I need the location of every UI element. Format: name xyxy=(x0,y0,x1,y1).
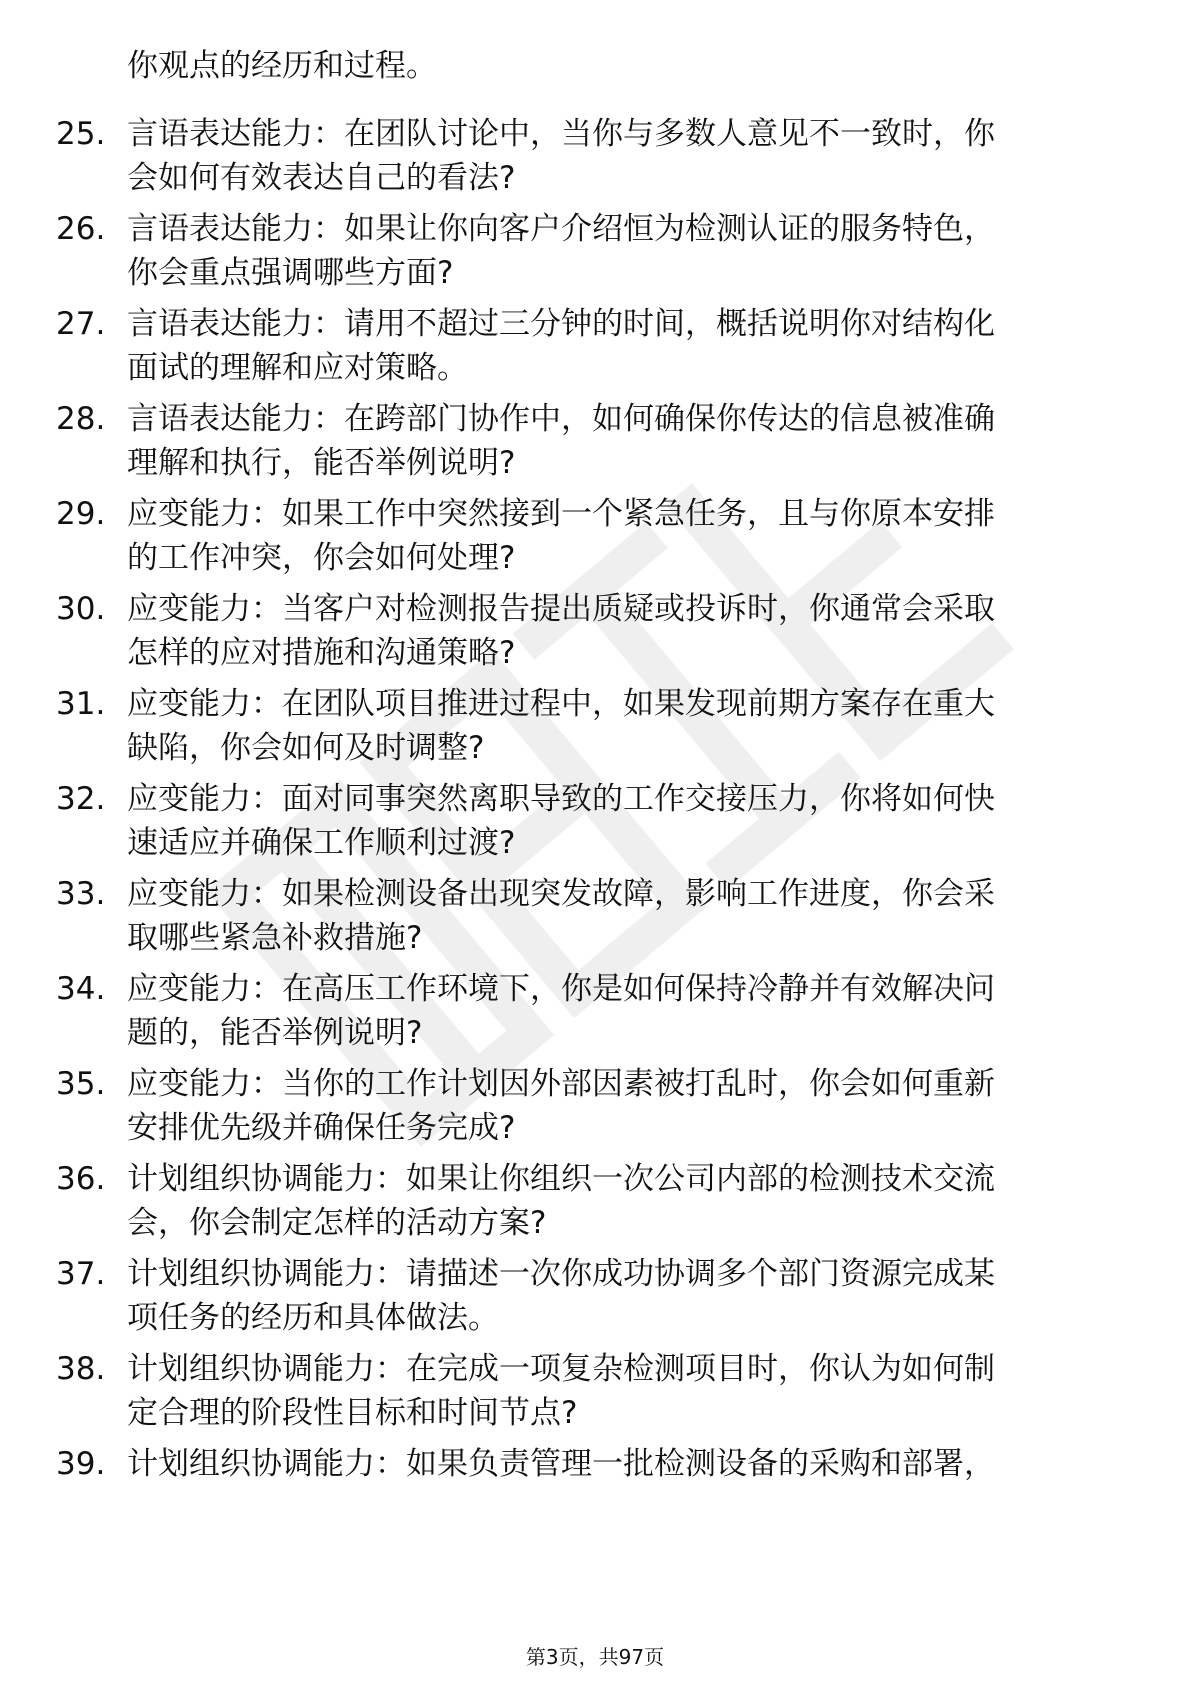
question-number: 38. xyxy=(56,1351,106,1387)
question-text-line: 取哪些紧急补救措施? xyxy=(127,920,423,956)
question-item xyxy=(0,492,1190,587)
question-text-line: 应变能力：如果检测设备出现突发故障，影响工作进度，你会采 xyxy=(127,876,995,912)
question-text-line: 题的，能否举例说明? xyxy=(127,1015,423,1051)
question-item xyxy=(0,397,1190,492)
question-item xyxy=(0,112,1190,207)
question-number: 29. xyxy=(56,496,106,532)
question-item xyxy=(0,967,1190,1062)
question-text xyxy=(127,1062,1117,1150)
question-text-line: 应变能力：如果工作中突然接到一个紧急任务，且与你原本安排 xyxy=(127,496,995,532)
question-text xyxy=(127,1157,1117,1245)
question-number: 33. xyxy=(56,876,106,912)
question-text-line: 计划组织协调能力：如果让你组织一次公司内部的检测技术交流 xyxy=(127,1161,995,1197)
question-number: 36. xyxy=(56,1161,106,1197)
question-item xyxy=(0,1252,1190,1347)
question-number: 28. xyxy=(56,401,106,437)
question-number: 31. xyxy=(56,686,106,722)
question-text-line: 计划组织协调能力：在完成一项复杂检测项目时，你认为如何制 xyxy=(127,1351,995,1387)
question-text xyxy=(127,397,1117,485)
question-text-line: 理解和执行，能否举例说明? xyxy=(127,445,516,481)
question-text-line: 计划组织协调能力：请描述一次你成功协调多个部门资源完成某 xyxy=(127,1256,995,1292)
question-text-line: 速适应并确保工作顺利过渡? xyxy=(127,825,516,861)
question-text-line: 应变能力：当你的工作计划因外部因素被打乱时，你会如何重新 xyxy=(127,1066,995,1102)
page-footer: 第3页，共97页 xyxy=(525,1645,665,1669)
question-item xyxy=(0,587,1190,682)
question-item xyxy=(0,682,1190,777)
question-item xyxy=(0,1347,1190,1442)
question-number: 39. xyxy=(56,1446,106,1482)
question-text-line: 应变能力：面对同事突然离职导致的工作交接压力，你将如何快 xyxy=(127,781,995,817)
question-text xyxy=(127,302,1117,390)
question-number: 30. xyxy=(56,591,106,627)
question-item xyxy=(0,207,1190,302)
question-number: 37. xyxy=(56,1256,106,1292)
question-number: 34. xyxy=(56,971,106,1007)
question-text-line: 会如何有效表达自己的看法? xyxy=(127,160,516,196)
question-text-line: 安排优先级并确保任务完成? xyxy=(127,1110,516,1146)
question-text-line: 怎样的应对措施和沟通策略? xyxy=(127,635,516,671)
question-list xyxy=(0,112,1190,1537)
question-text xyxy=(127,1252,1117,1340)
question-text-line: 你会重点强调哪些方面? xyxy=(127,255,454,291)
question-text xyxy=(127,872,1117,960)
question-text-line: 面试的理解和应对策略。 xyxy=(127,350,468,386)
question-item xyxy=(0,872,1190,967)
question-item xyxy=(0,1062,1190,1157)
question-text-line: 应变能力：当客户对检测报告提出质疑或投诉时，你通常会采取 xyxy=(127,591,995,627)
question-text xyxy=(127,967,1117,1055)
question-text-line: 计划组织协调能力：如果负责管理一批检测设备的采购和部署， xyxy=(127,1446,995,1482)
question-text-line: 言语表达能力：在团队讨论中，当你与多数人意见不一致时，你 xyxy=(127,116,995,152)
question-text-line: 的工作冲突，你会如何处理? xyxy=(127,540,516,576)
question-text-line: 言语表达能力：如果让你向客户介绍恒为检测认证的服务特色， xyxy=(127,211,995,247)
question-item xyxy=(0,302,1190,397)
question-number: 26. xyxy=(56,211,106,247)
question-number: 35. xyxy=(56,1066,106,1102)
question-item xyxy=(0,777,1190,872)
question-text xyxy=(127,207,1117,295)
question-number: 27. xyxy=(56,306,106,342)
question-text-line: 会，你会制定怎样的活动方案? xyxy=(127,1205,547,1241)
question-text xyxy=(127,1347,1117,1435)
question-text-line: 言语表达能力：在跨部门协作中，如何确保你传达的信息被准确 xyxy=(127,401,995,437)
question-text xyxy=(127,1442,1117,1486)
question-text xyxy=(127,112,1117,200)
question-text xyxy=(127,682,1117,770)
question-text-line: 项任务的经历和具体做法。 xyxy=(127,1300,499,1336)
question-item xyxy=(0,1157,1190,1252)
continued-text: 你观点的经历和过程。 xyxy=(127,48,437,84)
question-text-line: 应变能力：在团队项目推进过程中，如果发现前期方案存在重大 xyxy=(127,686,995,722)
question-text-line: 定合理的阶段性目标和时间节点? xyxy=(127,1395,578,1431)
question-text-line: 应变能力：在高压工作环境下，你是如何保持冷静并有效解决问 xyxy=(127,971,995,1007)
question-text xyxy=(127,777,1117,865)
question-item xyxy=(0,1442,1190,1537)
question-text xyxy=(127,492,1117,580)
question-number: 32. xyxy=(56,781,106,817)
question-text xyxy=(127,587,1117,675)
question-text-line: 缺陷，你会如何及时调整? xyxy=(127,730,485,766)
question-text-line: 言语表达能力：请用不超过三分钟的时间，概括说明你对结构化 xyxy=(127,306,995,342)
question-number: 25. xyxy=(56,116,106,152)
